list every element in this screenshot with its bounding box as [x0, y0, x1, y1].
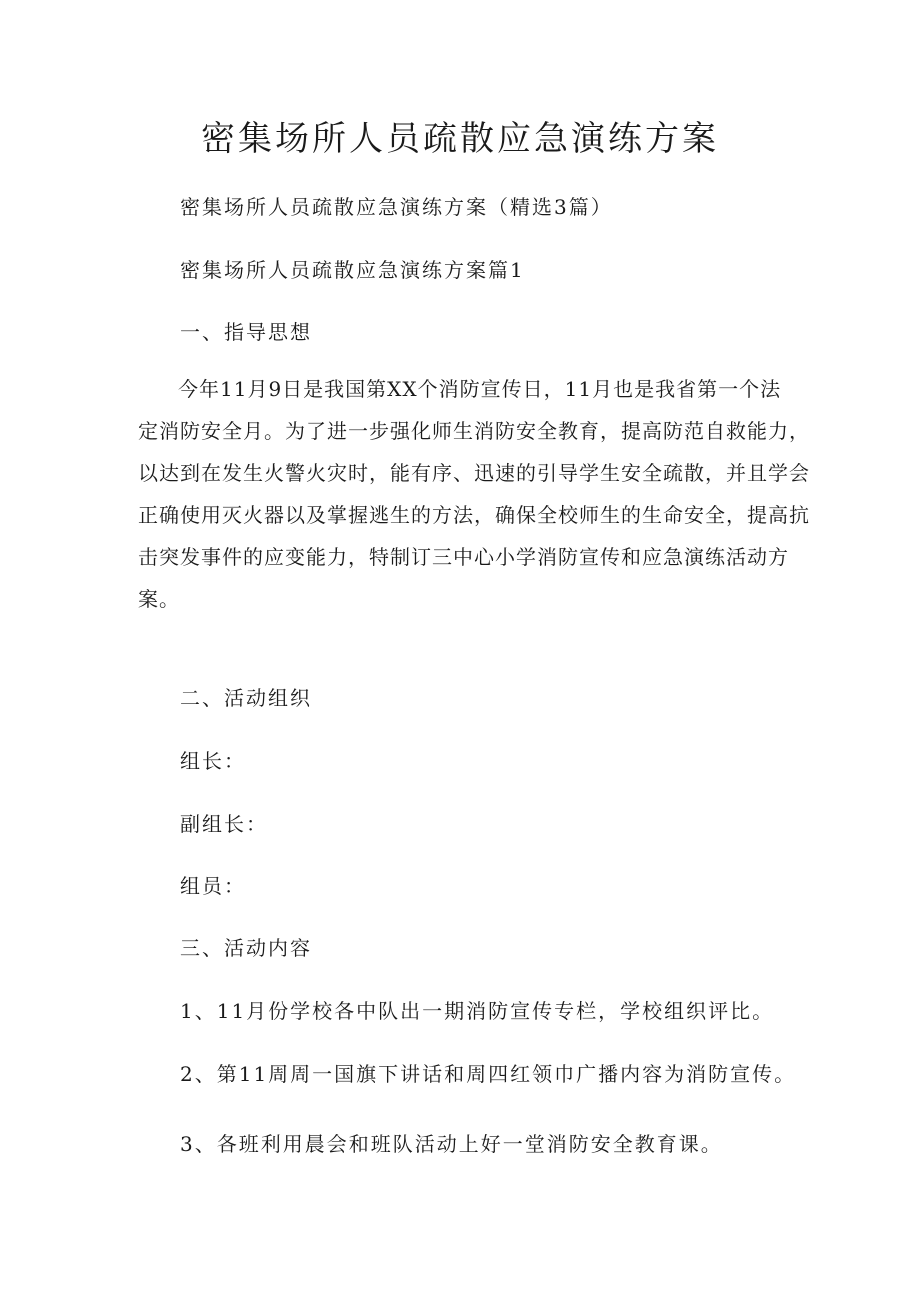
paragraph-line: 正确使用灭火器以及掌握逃生的方法，确保全校师生的生命安全，提高抗 — [138, 503, 810, 527]
members-line: 组员： — [180, 874, 246, 898]
list-item: 3、各班利用晨会和班队活动上好一堂消防安全教育课。 — [180, 1132, 723, 1156]
paragraph-line: 以达到在发生火警火灾时，能有序、迅速的引导学生安全疏散，并且学会 — [138, 461, 810, 485]
list-item: 1、11月份学校各中队出一期消防宣传专栏，学校组织评比。 — [180, 999, 775, 1023]
leader-line: 组长： — [180, 749, 246, 773]
heading-activity-content: 三、活动内容 — [180, 936, 312, 960]
paragraph-line: 今年11月9日是我国第XX个消防宣传日，11月也是我省第一个法 — [178, 377, 782, 401]
deputy-leader-line: 副组长： — [180, 812, 268, 836]
heading-guiding-ideology: 一、指导思想 — [180, 320, 312, 344]
paragraph-line: 定消防安全月。为了进一步强化师生消防安全教育，提高防范自救能力， — [138, 419, 810, 443]
document-title: 密集场所人员疏散应急演练方案 — [201, 119, 719, 159]
section-heading: 密集场所人员疏散应急演练方案篇1 — [180, 258, 525, 282]
document-subtitle: 密集场所人员疏散应急演练方案（精选3篇） — [180, 195, 613, 219]
paragraph-line: 案。 — [138, 587, 180, 611]
paragraph-line: 击突发事件的应变能力，特制订三中心小学消防宣传和应急演练活动方 — [138, 545, 789, 569]
list-item: 2、第11周周一国旗下讲话和周四红领巾广播内容为消防宣传。 — [180, 1062, 797, 1086]
heading-activity-organization: 二、活动组织 — [180, 686, 312, 710]
paragraph-guiding-ideology — [138, 368, 810, 620]
